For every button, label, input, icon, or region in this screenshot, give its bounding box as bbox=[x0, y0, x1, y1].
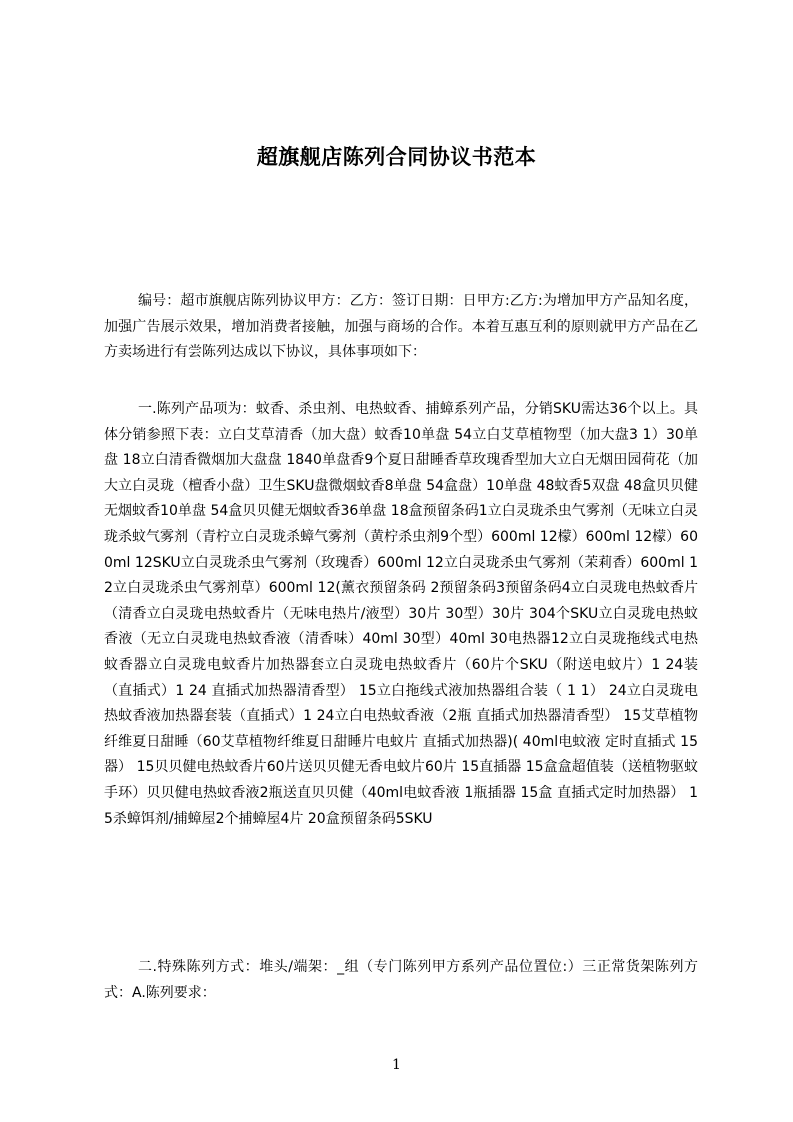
product-list-paragraph: 一.陈列产品项为：蚊香、杀虫剂、电热蚊香、捕蟑系列产品，分销SKU需达36个以上。具体分销参照下表：立白艾草清香（加大盘）蚊香10单盘 54立白艾草植物型（加大盘3 1）30单盘 18立白清香微烟加大盘盘 1840单盘香9个夏日甜睡香草玫瑰香型加大立白无烟田园荷花（加大立白灵珑（檀香小盘）卫生SKU盘微烟蚊香8单盘 54盒盘）10单盘 48蚊香5双盘 48盒贝贝健无烟蚊香10单盘 54盒贝贝健无烟蚊香36单盘 18盒预留条码1立白灵珑杀虫气雾剂（无味立白灵珑杀蚊气雾剂（青柠立白灵珑杀蟑气雾剂（黄柠杀虫剂9个型）600ml 12檬）600ml 12檬）600ml 12SKU立白灵珑杀虫气雾剂（玫瑰香）600ml 12立白灵珑杀虫气雾剂（茉莉香）600ml 12立白灵珑杀虫气雾剂草）600ml 12(薰衣预留条码 2预留条码3预留条码4立白灵珑电热蚊香片（清香立白灵珑电热蚊香片（无味电热片/液型）30片 30型）30片 304个SKU立白灵珑电热蚊香液（无立白灵珑电热蚊香液（清香味）40ml 30型）40ml 30电热器12立白灵珑拖线式电热蚊香器立白灵珑电蚊香片加热器套立白灵珑电热蚊香片（60片个SKU（附送电蚊片）1 24装（直插式）1 24 直插式加热器清香型） 15立白拖线式液加热器组合装（ 1 1） 24立白灵珑电热蚊香液加热器套装（直插式）1 24立白电热蚊香液（2瓶 直插式加热器清香型） 15艾草植物纤维夏日甜睡（60艾草植物纤维夏日甜睡片电蚊片 直插式加热器)( 40ml电蚊液 定时直插式 15器） 15贝贝健电热蚊香片60片送贝贝健无香电蚊片60片 15直插器 15盒盒超值装（送植物驱蚊手环）贝贝健电热蚊香液2瓶送直贝贝健（40ml电蚊香液 1瓶插器 15盒 直插式定时加热器） 15杀蟑饵剂/捕蟑屋2个捕蟑屋4片 20盒预留条码5SKU bbox=[104, 401, 698, 827]
page-number: 1 bbox=[392, 1057, 401, 1073]
intro-paragraph: 编号：超市旗舰店陈列协议甲方：乙方：签订日期：日甲方:乙方:为增加甲方产品知名度，加强广告展示效果，增加消费者接触，加强与商场的合作。本着互惠互利的原则就甲方产品在乙方卖场进行有尝陈列达成以下协议，具体事项如下： bbox=[104, 293, 698, 361]
document-title: 超旗舰店陈列合同协议书范本 bbox=[256, 145, 537, 169]
display-method-paragraph: 二.特殊陈列方式：堆头/端架：_组（专门陈列甲方系列产品位置位:）三正常货架陈列方式：A.陈列要求： bbox=[104, 959, 698, 1001]
